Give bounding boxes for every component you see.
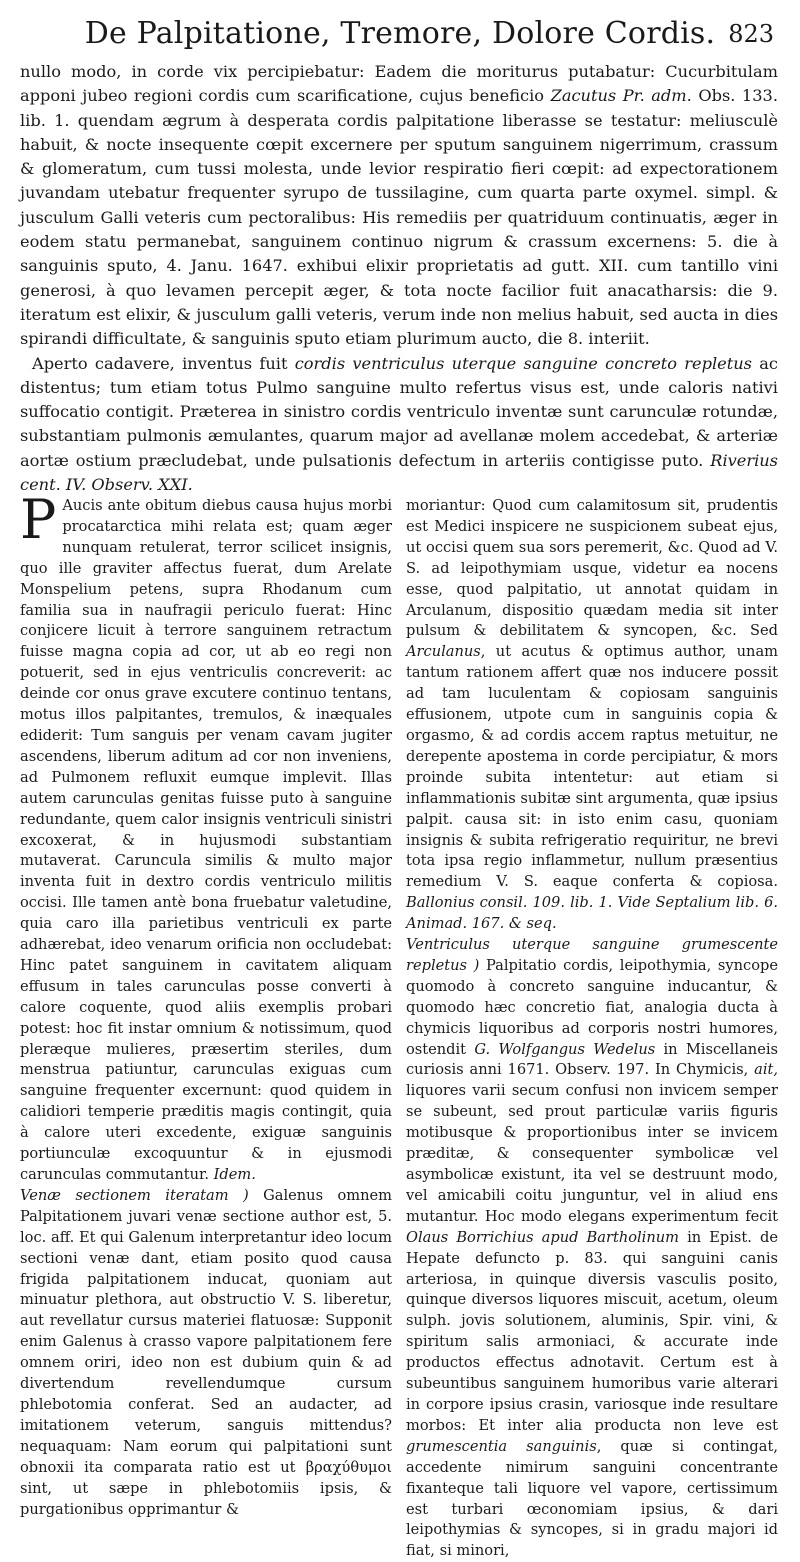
commentary-text: sint, ut sæpe in phlebotomiis ipsis, & purgationibus opprimantur & xyxy=(20,1479,392,1518)
commentary-paragraph xyxy=(406,935,778,1562)
page-header xyxy=(0,16,800,66)
case-text: Obs. 133. lib. 1. quendam ægrum à desperata cordis palpitatione liberasse se testatur: meliusculè habuit, & nocte insequente cœpit excernere per sputum sanguinem nigerrimum, crassum & glomeratum, cum tussi molesta, unde levior respiratio fieri cœpit: ad expectorationem juvandam utebatur frequenter syrupo de tussilagine, cum quarta parte oxymel. simpl. & jusculum Galli veteris cum pectoralibus: His remediis per quatriduum continuatis, æger in eodem statu permanebat, sanguinem continuo nigrum & crassum excernens: 5. die à sanguinis sputo, 4. Janu. 1647. exhibui elixir proprietatis ad gutt. XII. cum tantillo vini generosi, à quo levamen percepit æger, & tota nocte facilior fuit anacatharsis: die 9. iteratum est elixir, & jusculum galli veteris, verum inde non melius habuit, sed aucta in dies spirandi difficultate, & sanguinis sputo etiam plurimum aucto, die 8. interiit. xyxy=(20,86,778,349)
author-citation: Ballonius consil. 109. lib. 1. Vide Septalium lib. 6. Animad. 167. & seq. xyxy=(406,894,778,933)
commentary-text: Galenus omnem Palpitationem juvari venæ sectione author est, 5. loc. aff. Et qui Galenum interpretantur ideo locum sectioni venæ dant, etiam posito quod causa frigida palpitationem inducat, quoniam aut minuatur plethora, aut obstructio V. S. liberetur, aut revellatur cursus materiei flatuosæ: Supponit enim Galenus à crasso vapore palpitationem fere omnem oriri, ideo non est dubium quin & ad divertendum revellendumque cursum phlebotomia conferat. Sed an audacter, ad imitationem veterum, sanguis mittendus? nequaquam: Nam eorum qui palpitationi sunt obnoxii ita comparata ratio est ut xyxy=(20,1186,392,1476)
commentary-paragraph xyxy=(20,488,392,1186)
autopsy-text: ac distentus; tum etiam totus Pulmo sanguine multo refertus visus est, unde caloris nativi suffocatio contigit. Præterea in sinistro cordis ventriculo inventæ sunt carunculæ rotundæ, substantiam pulmonis æmulantes, quarum major ad avellanæ molem accedebat, & arteriæ aortæ ostium præcludebat, unde pulsationis defectum in arteriis contigisse puto. xyxy=(20,353,778,470)
author-citation: Idem. xyxy=(213,1166,256,1183)
author-name: Olaus Borrichius apud Bartholinum xyxy=(406,1228,679,1246)
right-column xyxy=(406,496,778,1562)
commentary-columns xyxy=(20,488,778,1560)
case-text: nullo modo, in corde vix percipiebatur: Eadem die moriturus putabatur: Cucurbitulam apponi jubeo regioni cordis cum scarificatione, cujus beneficio xyxy=(20,62,778,106)
author-name: G. Wolfgangus Wedelus xyxy=(474,1040,656,1058)
autopsy-finding: cordis ventriculus uterque sanguine concreto repletus xyxy=(294,353,752,373)
commentary-text: liquores varii secum confusi non invicem semper se subeunt, sed prout particulæ variis figuris motibusque & proportionibus inter se invicem præditæ, & consequenter symbolicæ vel asymbolicæ existunt, ita vel se destruunt modo, vel amicabili coitu junguntur, vel in aliud ens mutantur. Hoc modo elegans experimentum fecit xyxy=(406,1082,778,1225)
quote-marker: ait, xyxy=(754,1061,778,1079)
commentary-text: in Miscellaneis curiosis anni 1671. Observ. 197. In Chymicis, xyxy=(406,1040,778,1079)
page-number: 823 xyxy=(728,20,774,48)
commentary-text: Aucis ante obitum diebus causa hujus morbi procatarctica mihi relata est; quam æger nunquam retulerat, terror scilicet insignis, quo ille graviter affectus fuerat, dum Arelate Monspelium petens, supra Rhodanum cum familia sua in naufragii periculo fuerat: Hinc conjicere licuit à terrore sanguinem retractum fuisse magna copia ad cor, ut ab eo regi non potuerit, sed in ejus ventriculis concreverit: ac deinde cor onus grave excutere continuo tentans, motus illos palpitantes, tremulos, & inæquales ediderit: Tum sanguis per venam cavam jugiter ascendens, liberum aditum ad cor non inveniens, ad Pulmonem refluxit eumque implevit. Illas autem carunculas genitas fuisse puto à sanguine redundante, quem calor insignis ventriculi sinistri excoxerat, & in hujusmodi substantiam mutaverat. Caruncula similis & multo major inventa fuit in dextro cordis ventriculo militis occisi. Ille tamen antè bona fruebatur valetudine, quia caro illa parietibus ventriculi ex parte adhærebat, ideo venarum orificia non occludebat: Hinc patet sanguinem in cavitatem aliquam effusum in tales carunculas posse converti à calore coquente, quod aliis exemplis probari potest: hoc fit instar omnium & notissimum, quod pleræque mulieres, præsertim steriles, dum menstrua patiuntur, carunculas exiguas cum sanguine frequenter excernunt: quod quidem in calidiori temperie præditis magis contingit, quia à calore uteri excedente, exiguæ sanguinis portiunculæ excoquuntur & in ejusmodi carunculas commutantur. xyxy=(20,497,392,1183)
autopsy-paragraph xyxy=(20,352,778,498)
left-column xyxy=(20,488,392,1520)
commentary-text: , quæ si contingat, accedente nimirum sanguini concentrante fixanteque tali liquore vel vapore, certissimum est turbari œconomiam ipsius, & dari leipothymias & syncopes, si in gradu majori id fiat, si minori, xyxy=(406,1437,778,1560)
author-name: Arculanus xyxy=(406,643,481,661)
running-title: De Palpitatione, Tremore, Dolore Cordis. xyxy=(84,16,716,51)
author-citation: Zacutus Pr. adm. xyxy=(550,86,692,106)
case-report-block xyxy=(20,60,778,497)
commentary-paragraph xyxy=(20,1186,392,1521)
commentary-text: in Epist. de Hepate defuncto p. 83. qui sanguini canis arteriosa, in quinque diversis vasculis posito, quinque diversos liquores miscuit, acetum, oleum sulph. jovis solutionem, aluminis, Spir. vini, & spiritum salis armoniaci, & accurate inde productos effectus adnotavit. Certum est à subeuntibus sanguinem humoribus varie alterari in corpore ipsius crasin, variosque inde resultare morbos: Et inter alia producta non leve est xyxy=(406,1228,778,1434)
commentary-text: moriantur: Quod cum calamitosum sit, prudentis est Medici inspicere ne suspicionem subeat ejus, ut occisi quem sua sors peremerit, &c. Quod ad V. S. ad leipothymiam usque, videtur ea nocens esse, quod palpitatio, ut annotat quidam in Arculanum, dispositio quædam media sit inter pulsum & debilitatem & syncopen, &c. Sed xyxy=(406,497,778,640)
source-citation: Riverius cent. IV. Observ. XXI. xyxy=(20,450,778,495)
commentary-text: Palpitatio cordis, leipothymia, syncope quomodo à concreto sanguine inducantur, & quomodo hæc concretio fiat, analogia ducta à chymicis liquoribus ad corporis nostri humores, ostendit xyxy=(406,956,778,1058)
key-term: grumescentia sanguinis xyxy=(406,1437,597,1455)
autopsy-text: Aperto cadavere, inventus fuit xyxy=(32,353,295,373)
case-report-paragraph xyxy=(20,60,778,352)
lemma-heading: Venæ sectionem iteratam ) xyxy=(20,1186,249,1204)
greek-word: βραχύθυμοι xyxy=(305,1458,392,1476)
commentary-text: , ut acutus & optimus author, unam tantum rationem affert quæ nos inducere possit ad tam luculentam & copiosam sanguinis effusionem, utpote cum in sanguinis copia & orgasmo, & ad cordis accem raptus metuitur, ne derepente apostema in corde percipiatur, & mors proinde subita intentetur: aut etiam si inflammationis subitæ sint argumenta, quæ ipsius palpit. causa sit: in isto enim casu, quoniam insignis & subita refrigeratio requiritur, ne brevi tota ipsa regio inflammetur, nullum præsentius remedium V. S. eaque conferta & copiosa. xyxy=(406,643,778,891)
drop-cap: P xyxy=(20,488,57,551)
commentary-paragraph xyxy=(406,496,778,935)
lemma-heading: Ventriculus uterque sanguine grumescente repletus ) xyxy=(406,936,778,974)
